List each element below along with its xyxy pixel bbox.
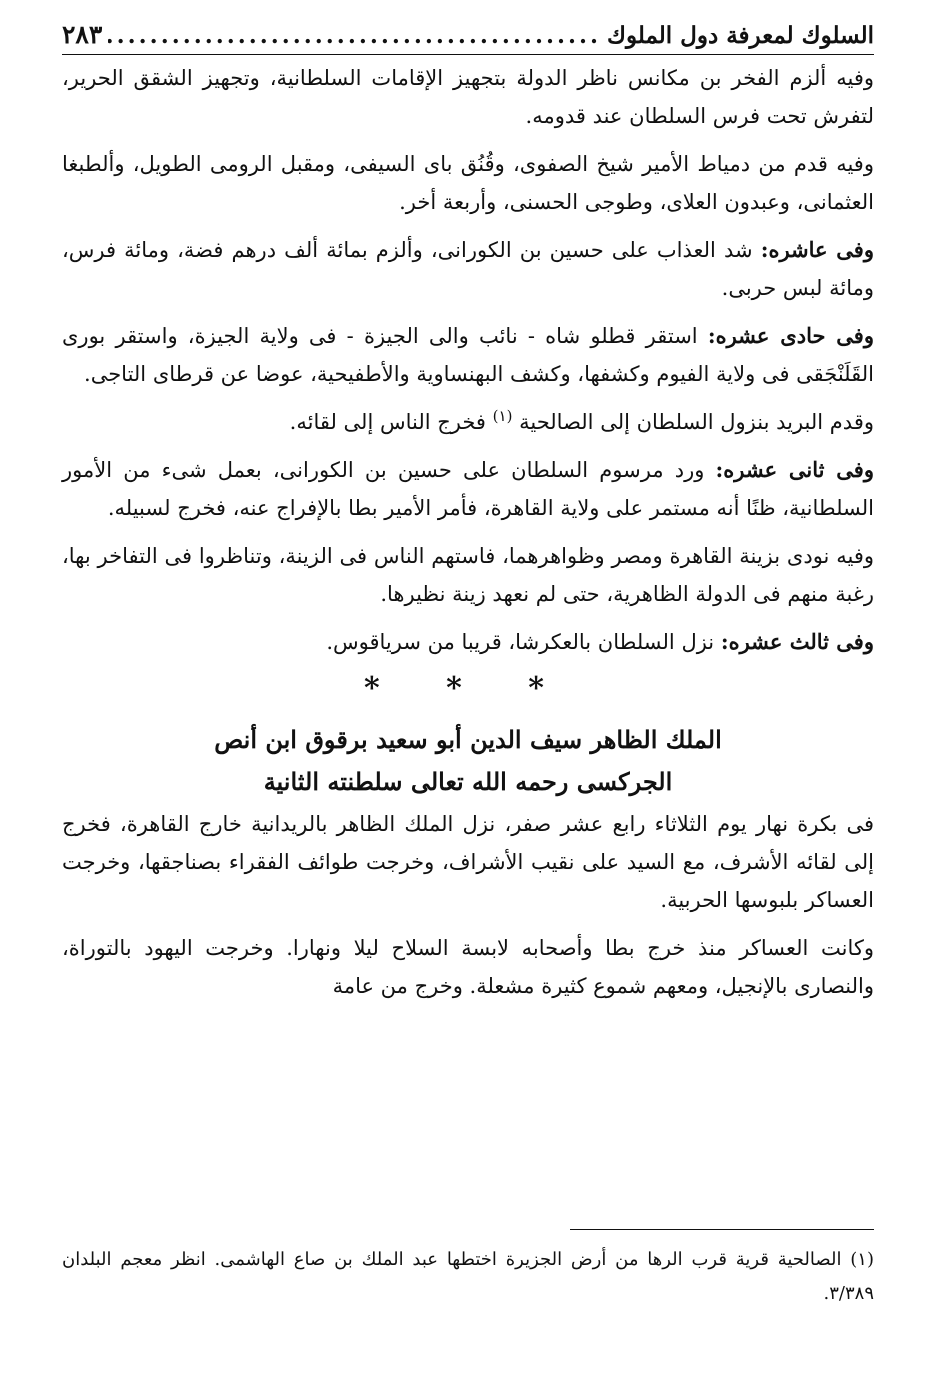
paragraph-text: استقر قطلو شاه - نائب والى الجيزة - فى ولاية الجيزة، واستقر بورى القَلَنْجَقى فى ولاية الفيوم وكشفها، وكشف البهنساوية والأطفيحية، عوضا عن قرطاى التاجى.	[62, 324, 874, 386]
paragraph	[62, 805, 874, 919]
paragraph	[62, 623, 874, 661]
date-lead: وفى حادى عشره:	[707, 323, 874, 348]
paragraph	[62, 145, 874, 221]
paragraph-text: نزل السلطان بالعكرشا، قريبا من سرياقوس.	[326, 630, 721, 654]
paragraph-text: ورد مرسوم السلطان على حسين بن الكورانى، بعمل شىء من الأمور السلطانية، ظنًا أنه مستمر على ولاية القاهرة، فأمر الأمير بطا بالإفراج عنه، فخرج لسبيله.	[62, 458, 874, 520]
paragraph-text: وفيه نودى بزينة القاهرة ومصر وظواهرهما، فاستهم الناس فى الزينة، وتناظروا فى التفاخر بها، رغبة منهم فى الدولة الظاهرية، حتى لم نعهد زينة نظيرها.	[62, 544, 874, 606]
page-number: ٢٨٣	[62, 20, 103, 49]
paragraph-text: وكانت العساكر منذ خرج بطا وأصحابه لابسة السلاح ليلا ونهارا. وخرجت اليهود بالتوراة، والنصارى بالإنجيل، ومعهم شموع كثيرة مشعلة. وخرج من عامة	[62, 936, 874, 998]
footnote-rule	[570, 1229, 874, 1230]
paragraph	[62, 231, 874, 307]
footnote: (١) الصالحية قرية قرب الرها من أرض الجزيرة اختطها عبد الملك بن صاع الهاشمى. انظر معجم البلدان ٣/٣٨٩.	[62, 1249, 874, 1304]
paragraph	[62, 403, 874, 441]
date-lead: وفى ثالث عشره:	[720, 629, 874, 654]
paragraph-text: وقدم البريد بنزول السلطان إلى الصالحية	[519, 410, 874, 434]
paragraph	[62, 317, 874, 393]
paragraph-text: وفيه ألزم الفخر بن مكانس ناظر الدولة بتجهيز الإقامات السلطانية، وتجهيز الشقق الحرير، لتفرش تحت فرس السلطان عند قدومه.	[62, 66, 874, 128]
paragraph	[62, 451, 874, 527]
paragraph	[62, 59, 874, 135]
book-page	[62, 18, 874, 1382]
footnote-marker[interactable]: (١)	[492, 407, 513, 425]
date-lead: وفى ثانى عشره:	[715, 457, 874, 482]
header-rule	[62, 54, 874, 55]
paragraph	[62, 929, 874, 1005]
section-heading-line-2: الجركسى رحمه الله تعالى سلطنته الثانية	[263, 767, 673, 796]
running-header	[62, 18, 874, 52]
book-title: السلوك لمعرفة دول الملوك	[606, 22, 874, 49]
leader-dots	[108, 19, 601, 53]
section-separator: * * *	[364, 671, 572, 706]
paragraph-text-continued: فخرج الناس إلى لقائه.	[289, 410, 493, 434]
paragraph-text: وفيه قدم من دمياط الأمير شيخ الصفوى، وقُنُق باى السيفى، ومقبل الرومى الطويل، وألطبغا العثمانى، وعبدون العلاى، وطوجى الحسنى، وأربعة أخر.	[62, 152, 874, 214]
paragraph-text: فى بكرة نهار يوم الثلاثاء رابع عشر صفر، نزل الملك الظاهر بالريدانية خارج القاهرة، فخرج إلى لقائه الأشرف، مع السيد على نقيب الأشراف، وخرجت طوائف الفقراء بصناجقها، وخرجت العساكر بلبوسها الحربية.	[62, 812, 874, 912]
main-text	[62, 59, 874, 1005]
paragraph	[62, 537, 874, 613]
date-lead: وفى عاشره:	[760, 237, 874, 262]
paragraph-text: شد العذاب على حسين بن الكورانى، وألزم بمائة ألف درهم فضة، ومائة فرس، ومائة لبس حربى.	[62, 238, 874, 300]
section-heading-line-1: الملك الظاهر سيف الدين أبو سعيد برقوق ابن أنص	[214, 725, 722, 754]
